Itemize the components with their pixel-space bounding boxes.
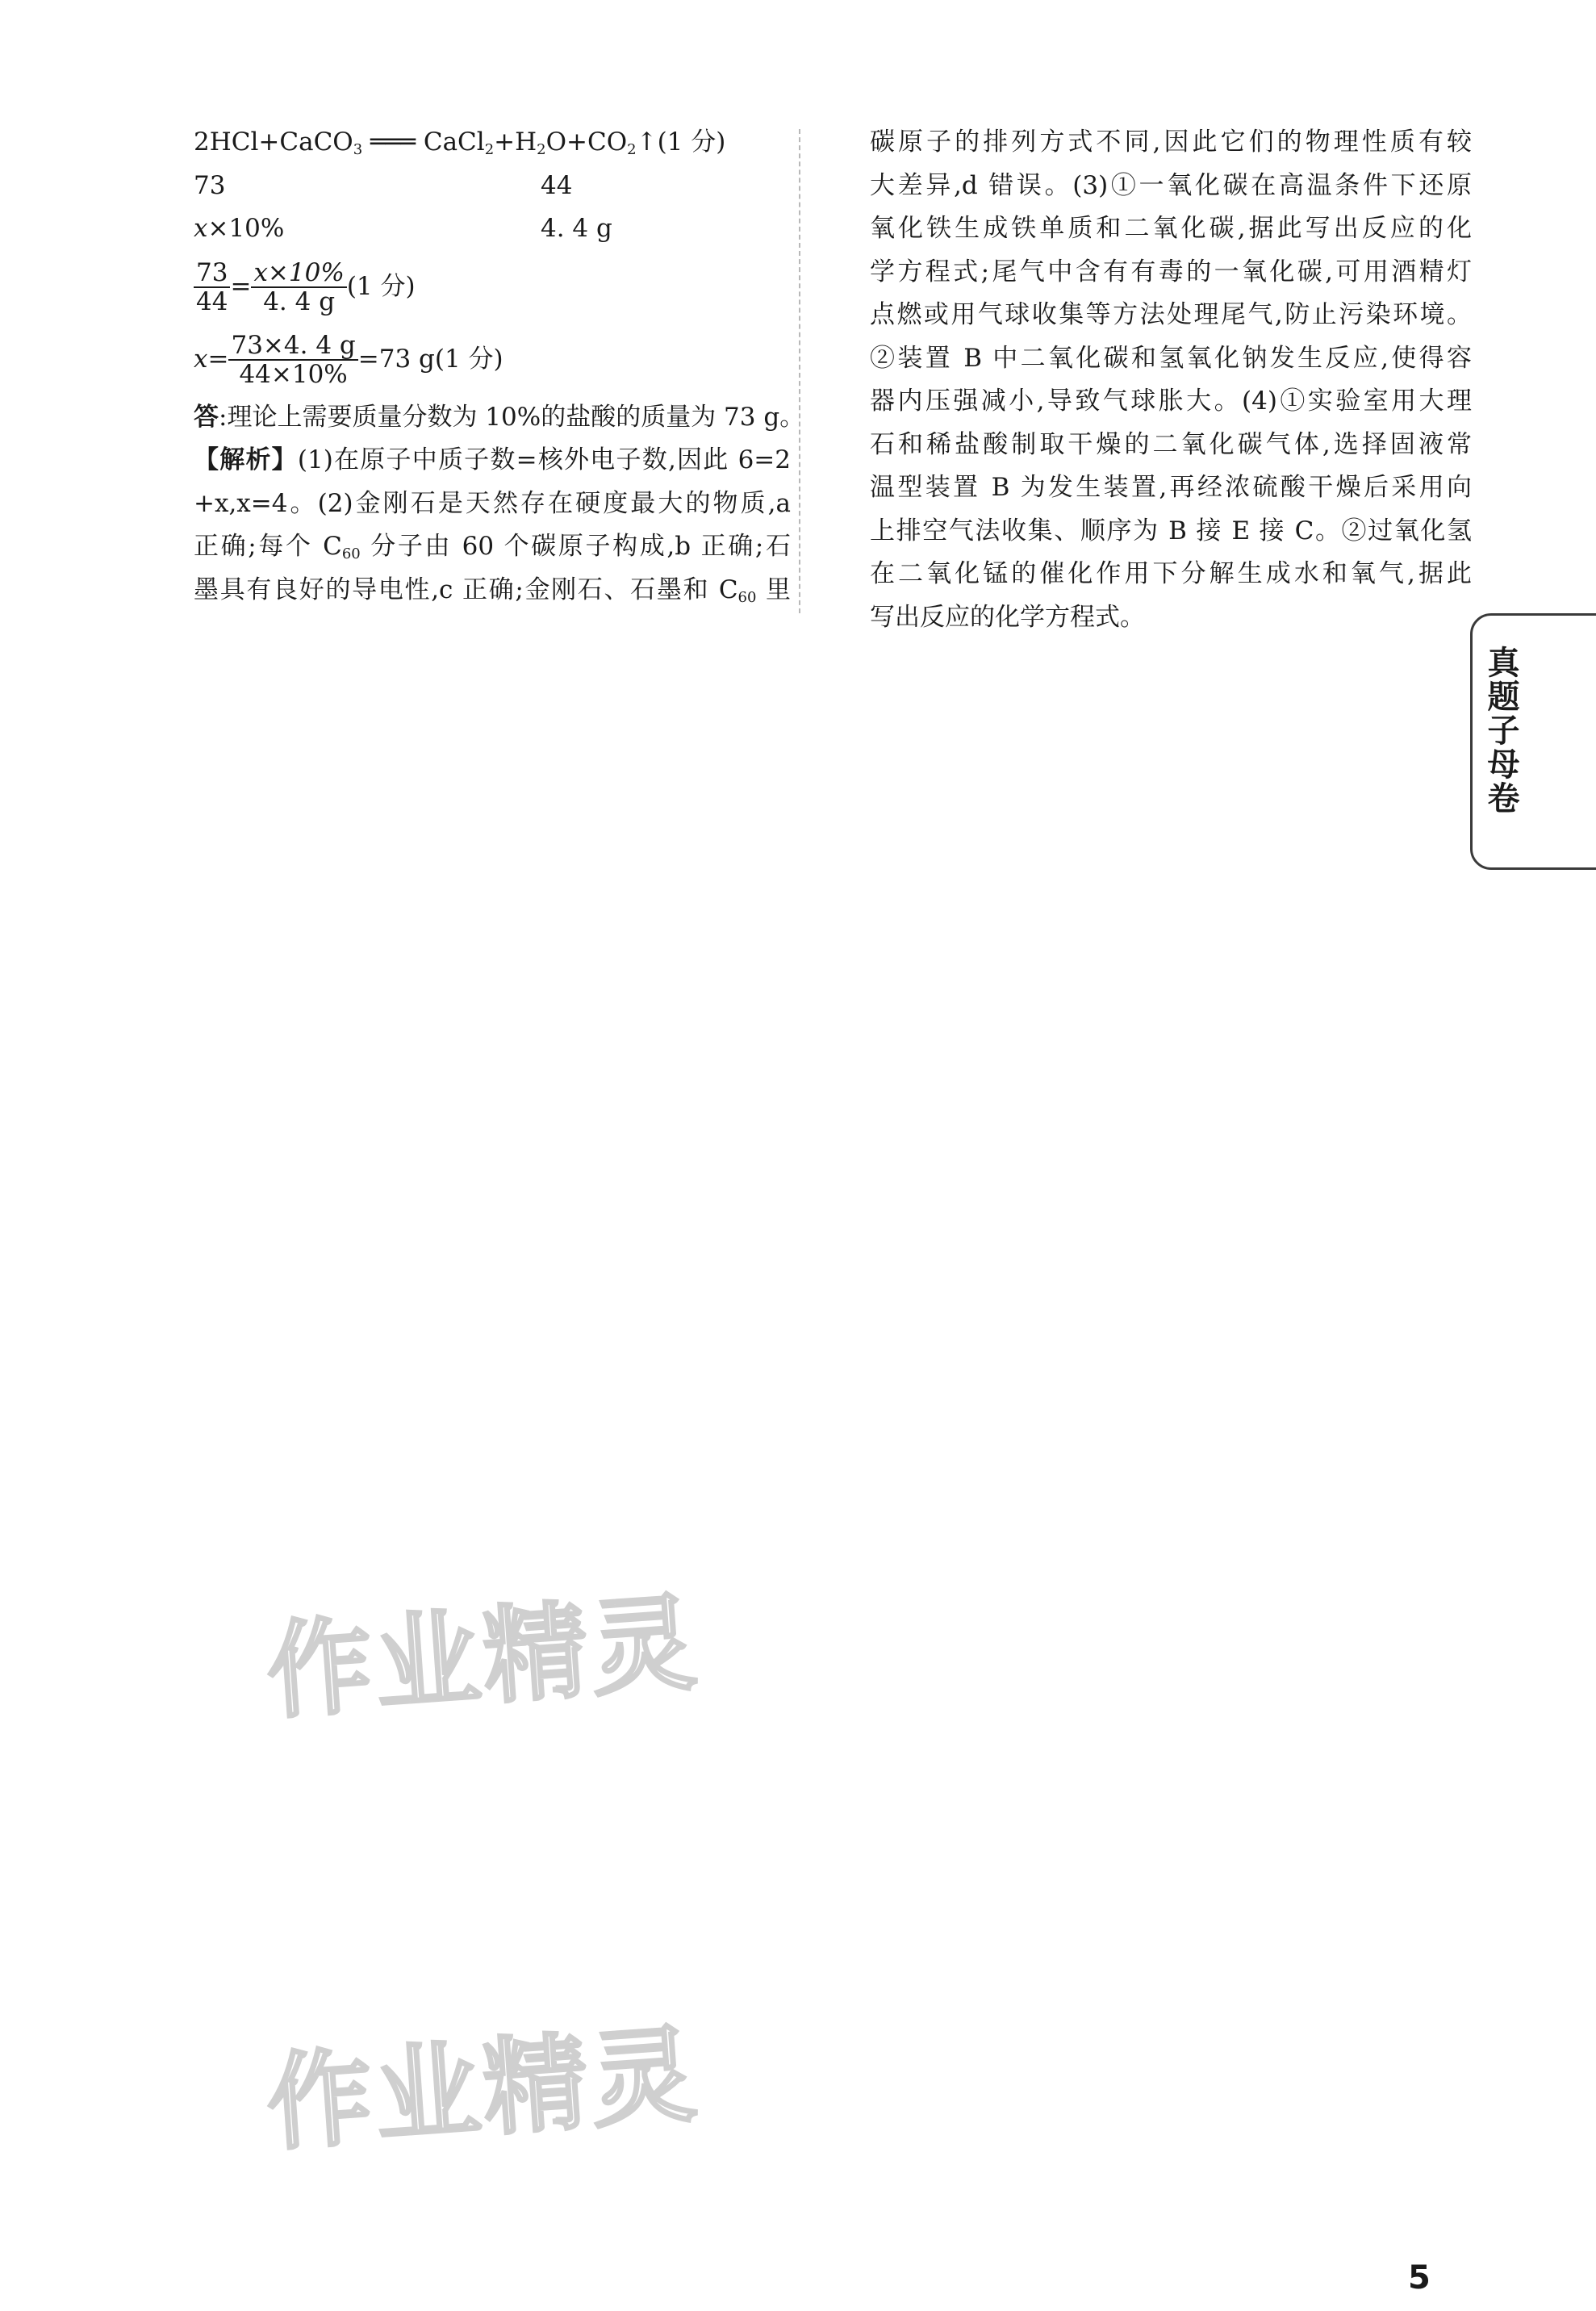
subscript: 60 xyxy=(737,588,757,606)
equals-sign: = xyxy=(207,344,229,374)
watermark-logo: 作业精灵 xyxy=(263,1581,704,1734)
fraction-denominator: 44×10% xyxy=(239,359,348,389)
analysis-text: 正确;每个 C xyxy=(194,532,342,561)
analysis-line-4 xyxy=(194,569,791,612)
fraction-numerator: 73×4. 4 g xyxy=(228,332,357,361)
right-line: 点燃或用气球收集等方法处理尾气,防止污染环境。 xyxy=(870,300,1472,329)
value-hcl xyxy=(194,207,541,251)
right-line: 上排空气法收集、顺序为 B 接 E 接 C。②过氧化氢 xyxy=(870,516,1472,545)
analysis-text: (1)在原子中质子数=核外电子数,因此 6=2 xyxy=(297,445,791,474)
right-line: ②装置 B 中二氧化碳和氢氧化钠发生反应,使得容 xyxy=(870,343,1472,373)
fraction-numerator: 73 xyxy=(194,259,230,288)
right-column xyxy=(870,121,1472,639)
fraction-denominator: 4. 4 g xyxy=(263,286,336,316)
analysis-text: 里 xyxy=(756,575,791,604)
answer-label: 答 xyxy=(194,402,219,432)
variable-x: x xyxy=(194,344,208,374)
page-number: 5 xyxy=(1408,2259,1431,2296)
right-line: 氧化铁生成铁单质和二氧化碳,据此写出反应的化 xyxy=(870,214,1472,243)
right-line: 石和稀盐酸制取干燥的二氧化碳气体,选择固液常 xyxy=(870,429,1472,459)
answer-line xyxy=(194,396,805,440)
right-line: 器内压强减小,导致气球胀大。(4)①实验室用大理 xyxy=(870,387,1472,416)
mass-value-row xyxy=(194,207,791,251)
proportion-equation xyxy=(194,251,791,324)
equation-product: +H xyxy=(494,127,537,157)
watermark-logo: 作业精灵 xyxy=(263,2012,704,2166)
equation-product: O+CO xyxy=(545,127,628,157)
value-co2: 4. 4 g xyxy=(541,214,612,243)
subscript: 2 xyxy=(484,141,495,158)
subscript: 2 xyxy=(627,141,637,158)
equation-reactants: 2HCl+CaCO xyxy=(194,127,353,157)
equals-sign: = xyxy=(230,271,252,301)
subscript: 60 xyxy=(341,545,361,562)
analysis-line-1 xyxy=(194,439,791,483)
fraction-solution xyxy=(228,332,357,388)
ratio-hcl: 73 xyxy=(194,170,226,200)
chemical-equation xyxy=(194,121,791,165)
side-tab-label: 真题子母卷 xyxy=(1482,646,1519,815)
equation-sign: ═══ xyxy=(362,127,424,157)
subscript: 3 xyxy=(353,141,363,158)
fraction-numerator: x×10% xyxy=(251,259,346,288)
equation-score: ↑(1 分) xyxy=(636,127,726,157)
analysis-line-2: +x,x=4。(2)金刚石是天然存在硬度最大的物质,a xyxy=(194,488,791,518)
analysis-label: 【解析】 xyxy=(194,445,298,474)
right-line: 大差异,d 错误。(3)①一氧化碳在高温条件下还原 xyxy=(870,170,1472,200)
solution-result: =73 g(1 分) xyxy=(357,344,503,374)
ratio-co2: 44 xyxy=(541,170,573,200)
mass-ratio-row xyxy=(194,165,791,208)
equation-product: CaCl xyxy=(423,127,485,157)
fraction-right xyxy=(251,259,346,316)
left-column xyxy=(194,121,805,612)
answer-text: :理论上需要质量分数为 10%的盐酸的质量为 73 g。 xyxy=(219,402,805,432)
right-line: 学方程式;尾气中含有有毒的一氧化碳,可用酒精灯 xyxy=(870,257,1472,286)
column-divider xyxy=(799,129,800,613)
right-line: 碳原子的排列方式不同,因此它们的物理性质有较 xyxy=(870,127,1472,157)
right-line-last: 写出反应的化学方程式。 xyxy=(870,602,1145,632)
right-line: 温型装置 B 为发生装置,再经浓硫酸干燥后采用向 xyxy=(870,473,1472,502)
score-note: (1 分) xyxy=(346,271,416,301)
right-line: 在二氧化锰的催化作用下分解生成水和氧气,据此 xyxy=(870,559,1472,588)
solution-equation xyxy=(194,324,791,396)
analysis-text: 分子由 60 个碳原子构成,b 正确;石 xyxy=(360,532,791,561)
fraction-denominator: 44 xyxy=(196,286,228,316)
fraction-left xyxy=(194,259,230,316)
analysis-text: 墨具有良好的导电性,c 正确;金刚石、石墨和 C xyxy=(194,575,738,604)
variable-x: x xyxy=(194,214,208,243)
subscript: 2 xyxy=(537,141,546,158)
analysis-line-3 xyxy=(194,525,791,569)
value-hcl-rest: ×10% xyxy=(207,214,285,243)
